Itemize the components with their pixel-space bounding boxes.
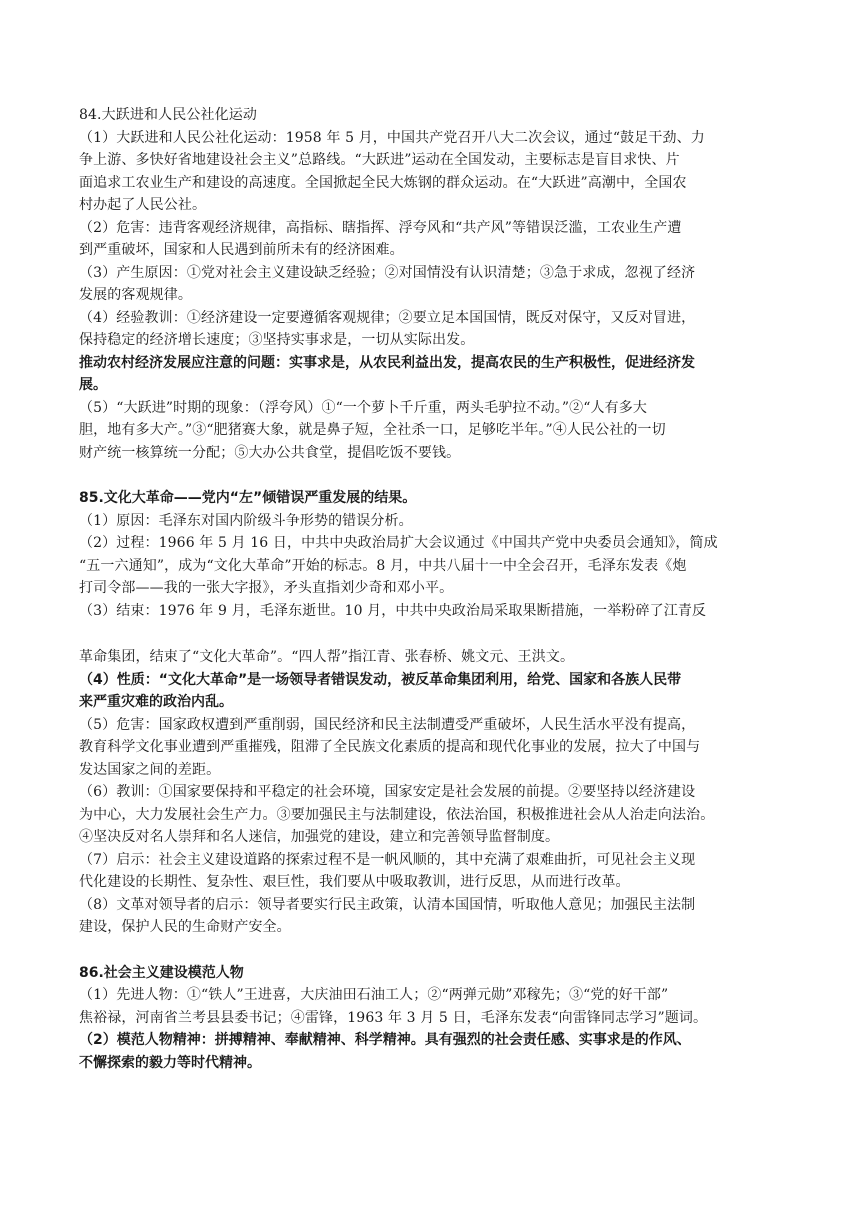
bold-text-line: 85.文化大革命——党内“左”倾错误严重发展的结果。 bbox=[79, 490, 417, 506]
text-line: （6）教训：①国家要保持和平稳定的社会环境，国家安定是社会发展的前提。②要坚持以经济建设 bbox=[79, 784, 696, 800]
bold-text-line: （4）性质：“文化大革命”是一场领导者错误发动，被反革命集团利用，给党、国家和各族人民带 bbox=[79, 671, 682, 688]
text-line: （7）启示：社会主义建设道路的探索过程不是一帆风顺的，其中充满了艰难曲折，可见社会主义现 bbox=[79, 851, 696, 868]
section-gap bbox=[79, 464, 784, 487]
section-84 bbox=[79, 104, 784, 464]
text-line: 村办起了人民公社。 bbox=[79, 197, 207, 213]
text-line: 84.大跃进和人民公社化运动 bbox=[79, 107, 257, 123]
section-86 bbox=[79, 962, 784, 1075]
bold-text-line: 展。 bbox=[79, 377, 107, 393]
text-line: 面追求工农业生产和建设的高速度。全国掀起全民大炼钢的群众运动。在“大跃进”高潮中，全国农 bbox=[79, 174, 687, 191]
bold-text-line: 来严重灾难的政治内乱。 bbox=[79, 694, 233, 710]
text-line: （1）先进人物：①“铁人”王进喜，大庆油田石油工人；②“两弹元勋”邓稼先；③“党的好干部” bbox=[79, 987, 669, 1003]
bold-text-line: 86.社会主义建设模范人物 bbox=[79, 964, 244, 981]
text-line: 到严重破坏，国家和人民遇到前所未有的经济困难。 bbox=[79, 242, 404, 258]
text-line: （5）“大跃进”时期的现象：（浮夸风）①“一个萝卜千斤重，两头毛驴拉不动。”②“人有多大 bbox=[79, 399, 647, 416]
text-line: （8）文革对领导者的启示：领导者要实行民主政策，认清本国国情，听取他人意见；加强民主法制 bbox=[79, 896, 696, 913]
text-line: 为中心，大力发展社会生产力。③要加强民主与法制建设，依法治国，积极推进社会从人治走向法治。 bbox=[79, 806, 715, 823]
text-line: 财产统一核算统一分配；⑤大办公共食堂，提倡吃饭不要钱。 bbox=[79, 444, 461, 461]
text-line: 发达国家之间的差距。 bbox=[79, 761, 221, 778]
page-break-gap bbox=[79, 622, 784, 646]
section-gap bbox=[79, 939, 784, 962]
text-line: （3）产生原因：①党对社会主义建设缺乏经验；②对国情没有认识清楚；③急于求成，忽视了经济 bbox=[79, 264, 696, 281]
text-line: （5）危害：国家政权遭到严重削弱，国民经济和民主法制遭受严重破坏，人民生活水平没有提高， bbox=[79, 716, 696, 733]
section-85-part2 bbox=[79, 646, 784, 939]
text-line: （1）原因：毛泽东对国内阶级斗争形势的错误分析。 bbox=[79, 512, 413, 529]
text-line: 打司令部——我的一张大字报》，矛头直指刘少奇和邓小平。 bbox=[79, 580, 454, 596]
text-line: 胆，地有多大产。”③“肥猪赛大象，就是鼻子短，全社杀一口，足够吃半年。”④人民公社的一切 bbox=[79, 422, 666, 438]
bold-text-line: 不懈探索的毅力等时代精神。 bbox=[79, 1054, 261, 1071]
text-line: 代化建设的长期性、复杂性、艰巨性，我们要从中吸取教训，进行反思，从而进行改革。 bbox=[79, 874, 630, 890]
text-line: （4）经验教训：①经济建设一定要遵循客观规律；②要立足本国国情，既反对保守，又反对冒进， bbox=[79, 309, 696, 326]
bold-text-line: 推动农村经济发展应注意的问题：实事求是，从农民利益出发，提高农民的生产积极性，促进经济发 bbox=[79, 354, 695, 371]
text-line: 教育科学文化事业遭到严重摧残，阻滞了全民族文化素质的提高和现代化事业的发展，拉大了中国与 bbox=[79, 739, 701, 755]
text-line: 保持稳定的经济增长速度；③坚持实事求是，一切从实际出发。 bbox=[79, 332, 475, 348]
document-page bbox=[79, 104, 784, 1074]
text-line: （2）过程：1966 年 5 月 16 日，中共中央政治局扩大会议通过《中国共产党中央委员会通知》，简成 bbox=[79, 535, 718, 551]
text-line: 发展的客观规律。 bbox=[79, 287, 192, 303]
text-line: 焦裕禄，河南省兰考县县委书记；④雷锋，1963 年 3 月 5 日，毛泽东发表“向雷锋同志学习”题词。 bbox=[79, 1009, 708, 1026]
text-line: ④坚决反对名人崇拜和名人迷信，加强党的建设，建立和完善领导监督制度。 bbox=[79, 829, 560, 845]
bold-text-line: （2）模范人物精神：拼搏精神、奉献精神、科学精神。具有强烈的社会责任感、实事求是的作风、 bbox=[79, 1032, 691, 1048]
text-line: 建设，保护人民的生命财产安全。 bbox=[79, 919, 291, 935]
text-line: （1）大跃进和人民公社化运动：1958 年 5 月，中国共产党召开八大二次会议，通过“鼓足干劲、力 bbox=[79, 129, 705, 146]
text-line: （2）危害：违背客观经济规律，高指标、瞎指挥、浮夸风和“共产风”等错误泛滥，工农业生产遭 bbox=[79, 219, 682, 236]
text-line: “五一六通知”，成为“文化大革命”开始的标志。8 月，中共八届十一中全会召开，毛泽东发表《炮 bbox=[79, 557, 687, 574]
text-line: 争上游、多快好省地建设社会主义”总路线。“大跃进”运动在全国发动，主要标志是盲目求快、片 bbox=[79, 152, 680, 168]
text-line: 革命集团，结束了“文化大革命”。“四人帮”指江青、张春桥、姚文元、王洪文。 bbox=[79, 649, 575, 665]
section-85-part1 bbox=[79, 487, 784, 622]
text-line: （3）结束：1976 年 9 月，毛泽东逝世。10 月，中共中央政治局采取果断措施，一举粉碎了江青反 bbox=[79, 602, 707, 619]
